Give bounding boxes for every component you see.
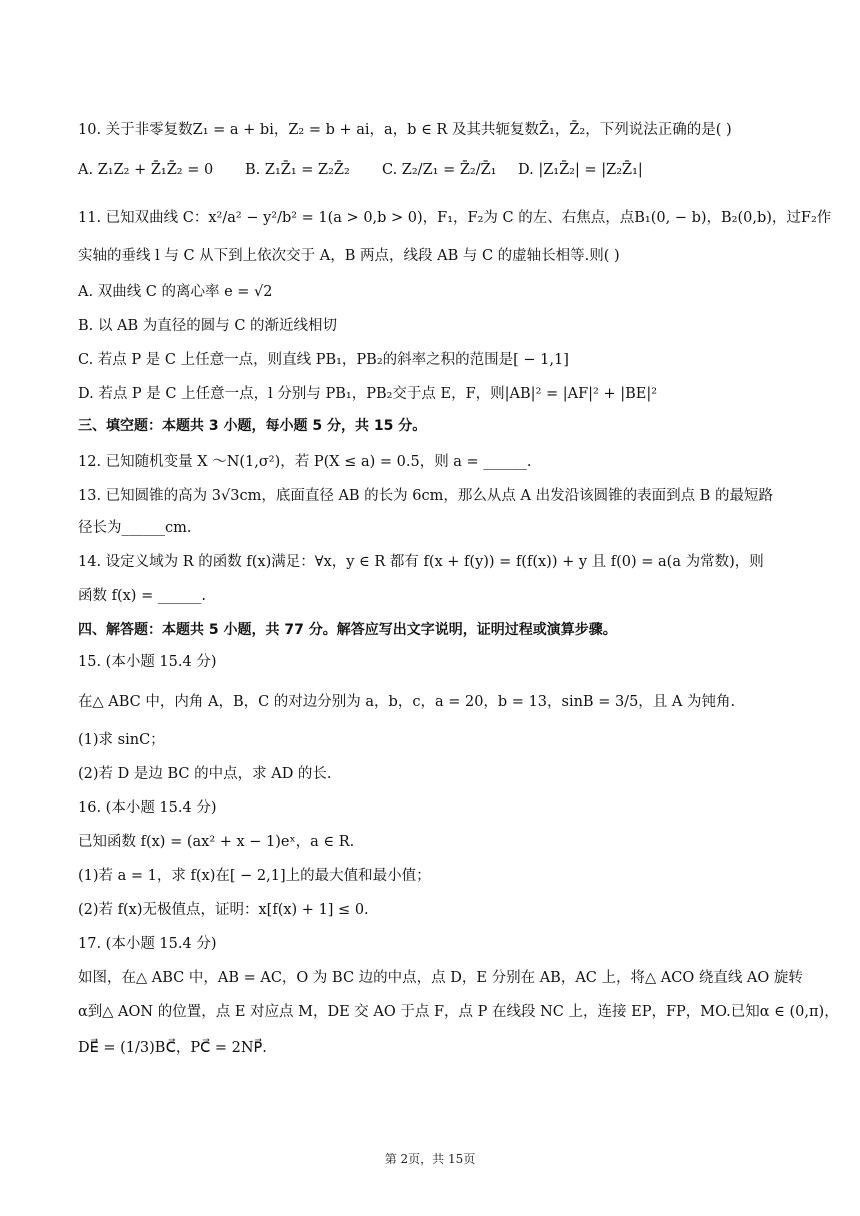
section-4-heading: 四、解答题：本题共 5 小题，共 77 分。解答应写出文字说明，证明过程或演算步骤。: [78, 622, 617, 638]
q11-option-c: C. 若点 P 是 C 上任意一点，则直线 PB₁，PB₂的斜率之积的范围是[ − 1,1]: [78, 352, 569, 368]
q10-stem: 10. 关于非零复数Z₁ = a + bi，Z₂ = b + ai，a，b ∈ R 及其共轭复数Z̄₁，Z̄₂，下列说法正确的是( ): [78, 122, 732, 138]
q16-title: 16. (本小题 15.4 分): [78, 800, 217, 816]
q10-option-d: D. |Z₁Z̄₂| = |Z₂Z̄₁|: [518, 162, 643, 178]
q10-option-b: B. Z₁Z̄₁ = Z₂Z̄₂: [245, 162, 350, 178]
q12-text: 12. 已知随机变量 X ～N(1,σ²)，若 P(X ≤ a) = 0.5，则 a = ______.: [78, 454, 532, 470]
q14-line1: 14. 设定义域为 R 的函数 f(x)满足：∀x，y ∈ R 都有 f(x + f(y)) = f(f(x)) + y 且 f(0) = a(a 为常数)，则: [78, 554, 764, 570]
q14-line2: 函数 f(x) = ______.: [78, 588, 206, 604]
q17-line2: α到△ AON 的位置，点 E 对应点 M，DE 交 AO 于点 F，点 P 在线段 NC 上，连接 EP，FP，MO.已知α ∈ (0,π)，: [78, 1004, 839, 1020]
q16-part2: (2)若 f(x)无极值点，证明：x[f(x) + 1] ≤ 0.: [78, 902, 369, 918]
q11-stem-line1: 11. 已知双曲线 C：x²/a² − y²/b² = 1(a > 0,b > 0)，F₁，F₂为 C 的左、右焦点，点B₁(0, − b)，B₂(0,b)，过F₂作: [78, 210, 832, 226]
q16-part1: (1)若 a = 1，求 f(x)在[ − 2,1]上的最大值和最小值；: [78, 868, 431, 884]
q17-title: 17. (本小题 15.4 分): [78, 936, 217, 952]
q11-stem-line2: 实轴的垂线 l 与 C 从下到上依次交于 A，B 两点，线段 AB 与 C 的虚轴长相等.则( ): [78, 248, 620, 264]
q11-option-b: B. 以 AB 为直径的圆与 C 的渐近线相切: [78, 318, 338, 334]
q13-line2: 径长为______cm.: [78, 520, 192, 536]
page-footer: 第 2页，共 15页: [384, 1152, 476, 1166]
section-3-heading: 三、填空题：本题共 3 小题，每小题 5 分，共 15 分。: [78, 418, 427, 434]
q17-line1: 如图，在△ ABC 中，AB = AC，O 为 BC 边的中点，点 D，E 分别在 AB，AC 上，将△ ACO 绕直线 AO 旋转: [78, 970, 803, 986]
q11-option-d: D. 若点 P 是 C 上任意一点，l 分别与 PB₁，PB₂交于点 E，F，则|AB|² = |AF|² + |BE|²: [78, 386, 658, 402]
q15-part2: (2)若 D 是边 BC 的中点，求 AD 的长.: [78, 766, 332, 782]
q10-option-c: C. Z₂/Z₁ = Z̄₂/Z̄₁: [382, 162, 497, 178]
q15-part1: (1)求 sinC；: [78, 732, 165, 748]
q13-line1: 13. 已知圆锥的高为 3√3cm，底面直径 AB 的长为 6cm，那么从点 A 出发沿该圆锥的表面到点 B 的最短路: [78, 488, 773, 504]
q15-stem: 在△ ABC 中，内角 A，B，C 的对边分别为 a，b，c，a = 20，b = 13，sinB = 3/5，且 A 为钝角.: [78, 694, 736, 710]
q16-stem: 已知函数 f(x) = (ax² + x − 1)eˣ，a ∈ R.: [78, 834, 355, 850]
q17-line3: DE⃗ = (1/3)BC⃗，PC⃗ = 2NP⃗.: [78, 1040, 267, 1056]
q11-option-a: A. 双曲线 C 的离心率 e = √2: [78, 284, 273, 300]
q15-title: 15. (本小题 15.4 分): [78, 654, 217, 670]
q10-option-a: A. Z₁Z₂ + Z̄₁Z̄₂ = 0: [78, 162, 214, 178]
